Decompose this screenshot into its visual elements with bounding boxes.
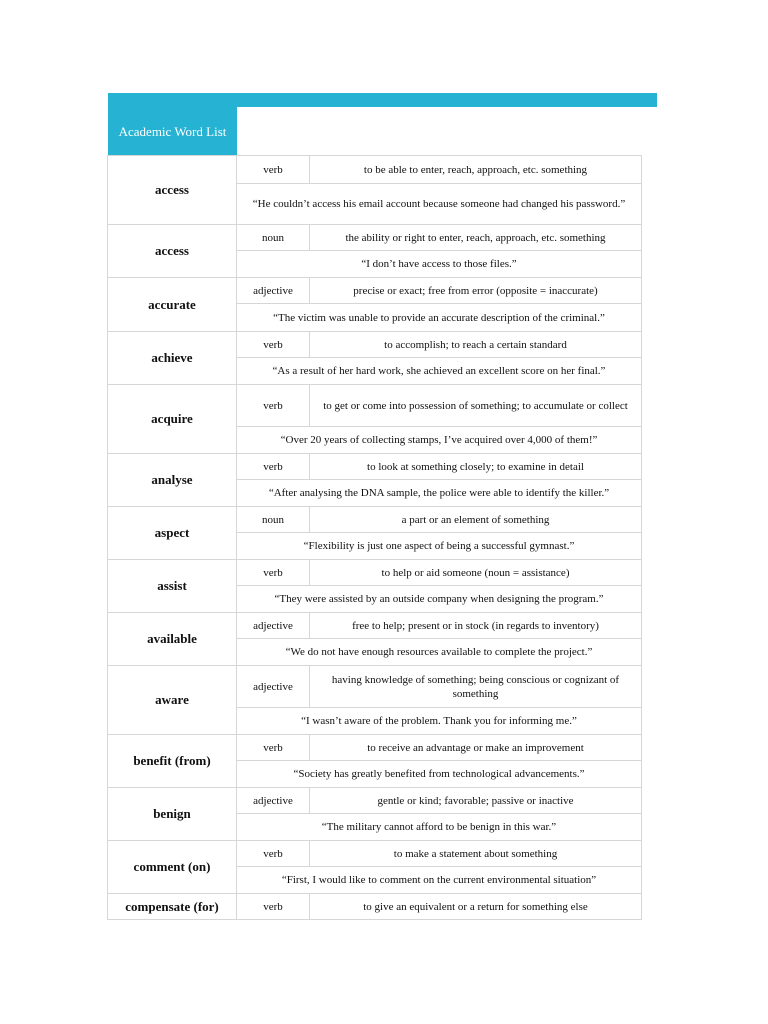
entry-example: “He couldn’t access his email account because someone had changed his password.” bbox=[237, 184, 642, 225]
entry-word: aware bbox=[108, 666, 237, 735]
entry-part-of-speech: noun bbox=[237, 225, 310, 251]
entry-row bbox=[108, 225, 642, 251]
entry-definition: to look at something closely; to examine in detail bbox=[310, 454, 642, 480]
entry-row bbox=[108, 788, 642, 814]
entry-row bbox=[108, 613, 642, 639]
entry-definition: the ability or right to enter, reach, approach, etc. something bbox=[310, 225, 642, 251]
entry-row bbox=[108, 894, 642, 920]
entry-definition: to accomplish; to reach a certain standard bbox=[310, 332, 642, 358]
entry-row bbox=[108, 332, 642, 358]
entry-part-of-speech: adjective bbox=[237, 666, 310, 708]
entry-word: available bbox=[108, 613, 237, 666]
word-list-table bbox=[107, 155, 642, 920]
entry-example: “As a result of her hard work, she achieved an excellent score on her final.” bbox=[237, 358, 642, 385]
entry-definition: to help or aid someone (noun = assistance) bbox=[310, 560, 642, 586]
entry-word: achieve bbox=[108, 332, 237, 385]
entry-definition: gentle or kind; favorable; passive or inactive bbox=[310, 788, 642, 814]
entry-part-of-speech: adjective bbox=[237, 613, 310, 639]
header-accent-bar bbox=[108, 93, 657, 107]
entry-example: “We do not have enough resources available to complete the project.” bbox=[237, 639, 642, 666]
entry-part-of-speech: verb bbox=[237, 560, 310, 586]
entry-word: access bbox=[108, 225, 237, 278]
entry-example: “Flexibility is just one aspect of being a successful gymnast.” bbox=[237, 533, 642, 560]
entry-definition: to make a statement about something bbox=[310, 841, 642, 867]
entry-example: “The military cannot afford to be benign in this war.” bbox=[237, 814, 642, 841]
entry-row bbox=[108, 666, 642, 708]
entry-example: “Society has greatly benefited from technological advancements.” bbox=[237, 761, 642, 788]
entry-example: “I don’t have access to those files.” bbox=[237, 251, 642, 278]
entry-part-of-speech: verb bbox=[237, 332, 310, 358]
entry-definition: precise or exact; free from error (opposite = inaccurate) bbox=[310, 278, 642, 304]
entry-part-of-speech: verb bbox=[237, 385, 310, 427]
entry-part-of-speech: adjective bbox=[237, 788, 310, 814]
entry-definition: free to help; present or in stock (in regards to inventory) bbox=[310, 613, 642, 639]
entry-word: benefit (from) bbox=[108, 735, 237, 788]
entry-word: aspect bbox=[108, 507, 237, 560]
entry-word: assist bbox=[108, 560, 237, 613]
entry-example: “First, I would like to comment on the current environmental situation” bbox=[237, 867, 642, 894]
entry-definition: to give an equivalent or a return for something else bbox=[310, 894, 642, 920]
entry-word: acquire bbox=[108, 385, 237, 454]
entry-word: benign bbox=[108, 788, 237, 841]
entry-example: “They were assisted by an outside company when designing the program.” bbox=[237, 586, 642, 613]
entry-definition: a part or an element of something bbox=[310, 507, 642, 533]
entry-example: “Over 20 years of collecting stamps, I’ve acquired over 4,000 of them!” bbox=[237, 427, 642, 454]
entry-word: access bbox=[108, 156, 237, 225]
entry-definition: to receive an advantage or make an improvement bbox=[310, 735, 642, 761]
entry-part-of-speech: verb bbox=[237, 841, 310, 867]
entry-example: “The victim was unable to provide an accurate description of the criminal.” bbox=[237, 304, 642, 332]
entry-definition: to get or come into possession of something; to accumulate or collect bbox=[310, 385, 642, 427]
entry-row bbox=[108, 735, 642, 761]
entry-word: analyse bbox=[108, 454, 237, 507]
entry-word: accurate bbox=[108, 278, 237, 332]
entry-part-of-speech: verb bbox=[237, 454, 310, 480]
entry-row bbox=[108, 560, 642, 586]
entry-row bbox=[108, 278, 642, 304]
entry-word: compensate (for) bbox=[108, 894, 237, 920]
entry-row bbox=[108, 156, 642, 184]
entry-part-of-speech: adjective bbox=[237, 278, 310, 304]
entry-row bbox=[108, 385, 642, 427]
entry-word: comment (on) bbox=[108, 841, 237, 894]
entry-part-of-speech: noun bbox=[237, 507, 310, 533]
entry-definition: having knowledge of something; being conscious or cognizant of something bbox=[310, 666, 642, 708]
entry-part-of-speech: verb bbox=[237, 894, 310, 920]
entry-row bbox=[108, 454, 642, 480]
entry-row bbox=[108, 841, 642, 867]
table-title: Academic Word List bbox=[108, 107, 237, 155]
entry-example: “After analysing the DNA sample, the police were able to identify the killer.” bbox=[237, 480, 642, 507]
entry-part-of-speech: verb bbox=[237, 156, 310, 184]
entry-definition: to be able to enter, reach, approach, etc. something bbox=[310, 156, 642, 184]
entry-example: “I wasn’t aware of the problem. Thank you for informing me.” bbox=[237, 708, 642, 735]
entry-part-of-speech: verb bbox=[237, 735, 310, 761]
entry-row bbox=[108, 507, 642, 533]
